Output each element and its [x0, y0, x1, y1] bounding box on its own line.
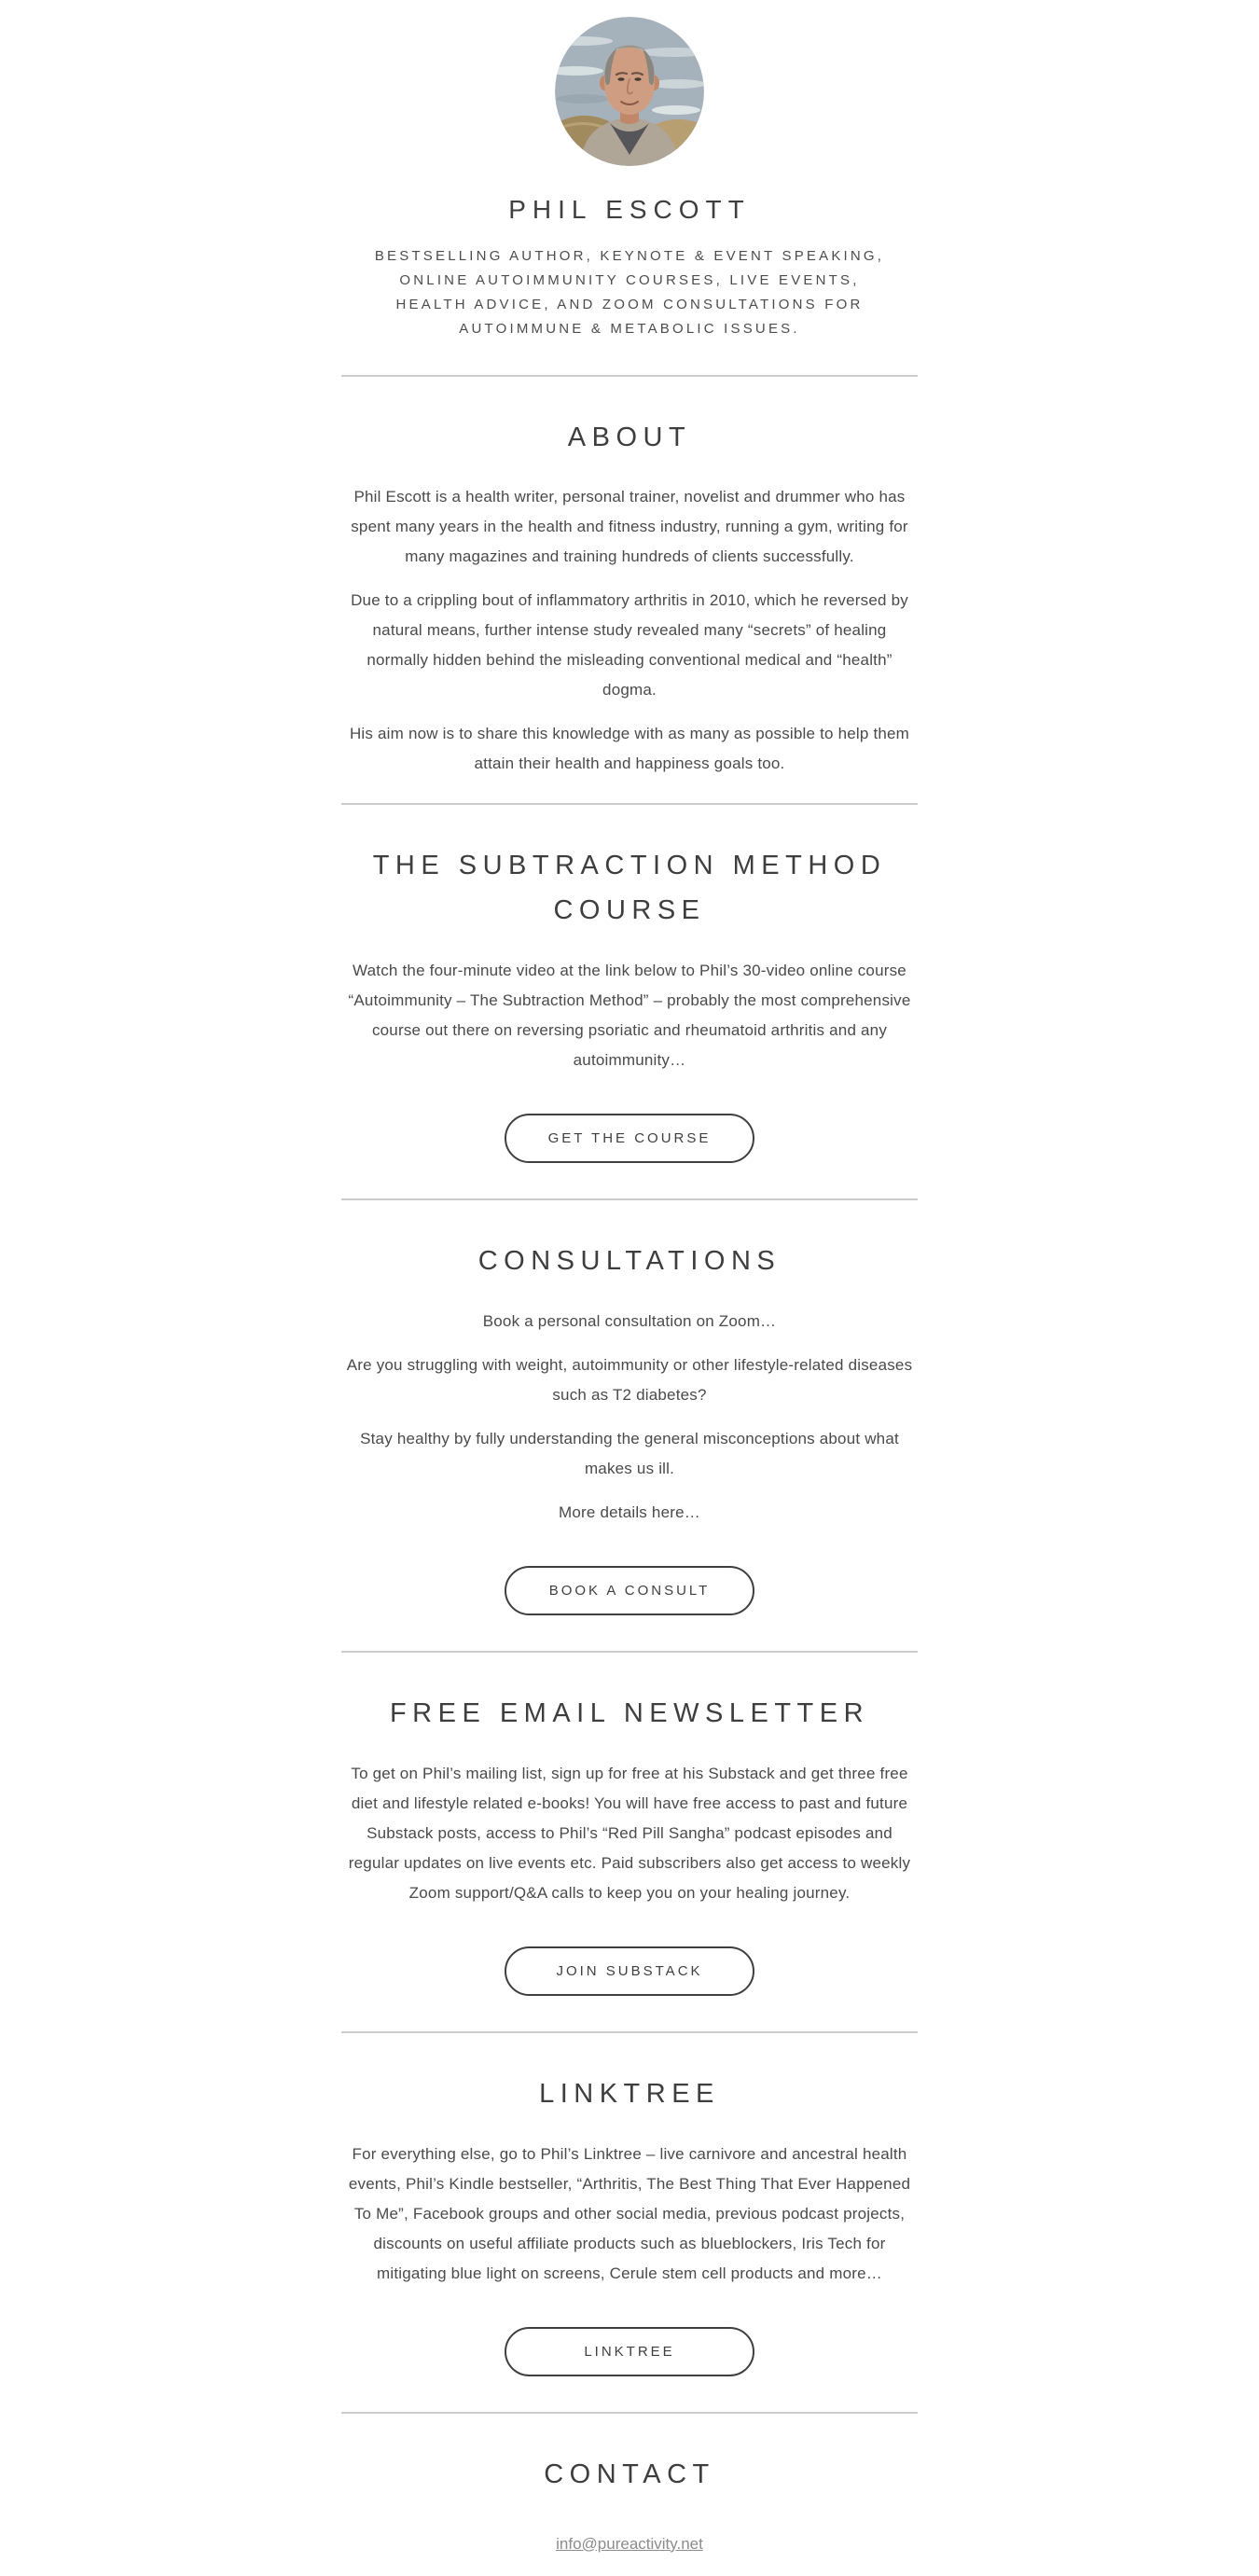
- consultations-paragraph: More details here…: [559, 1503, 700, 1521]
- profile-page: [341, 0, 918, 2576]
- tagline-line: ONLINE AUTOIMMUNITY COURSES, LIVE EVENTS,: [399, 271, 860, 288]
- about-heading: ABOUT: [567, 422, 692, 452]
- tagline: [341, 244, 918, 341]
- portrait-photo-illustration: [555, 17, 704, 166]
- contact-heading: CONTACT: [544, 2458, 715, 2489]
- linktree-heading: LINKTREE: [539, 2078, 720, 2109]
- masthead: [341, 17, 918, 375]
- newsletter-paragraph: To get on Phil’s mailing list, sign up for free at his Substack and get three free diet and lifestyle related e-books! You will have free access to past and future Substack posts, access to Phil’s “Red Pill Sangha” podcast episodes and regular updates on live events etc. Paid subscribers also get access to weekly Zoom support/Q&A calls to keep you on your healing journey.: [348, 1764, 911, 1902]
- about-paragraph: His aim now is to share this knowledge with as many as possible to help them attain their health and happiness goals too.: [349, 725, 910, 773]
- page-title: PHIL ESCOTT: [508, 195, 751, 224]
- section-consultations: [341, 1200, 918, 1651]
- course-heading: THE SUBTRACTION METHOD COURSE: [372, 851, 887, 926]
- consultations-heading: CONSULTATIONS: [477, 1246, 782, 1277]
- consultations-paragraph: Stay healthy by fully understanding the general misconceptions about what makes us ill.: [360, 1429, 899, 1477]
- consultations-paragraph: Are you struggling with weight, autoimmunity or other lifestyle-related diseases such as T2 diabetes?: [346, 1355, 913, 1404]
- section-contact: [341, 2414, 918, 2576]
- join-substack-button[interactable]: JOIN SUBSTACK: [505, 1946, 754, 1996]
- linktree-button[interactable]: LINKTREE: [505, 2327, 754, 2376]
- section-about: [341, 377, 918, 804]
- get-the-course-button[interactable]: GET THE COURSE: [505, 1114, 754, 1163]
- course-paragraph: Watch the four-minute video at the link below to Phil’s 30-video online course “Autoimmunity – The Subtraction Method” – probably the most comprehensive course out there on reversing psoriatic and rheumatoid arthritis and any autoimmunity…: [348, 962, 911, 1070]
- consultations-paragraph: Book a personal consultation on Zoom…: [482, 1311, 777, 1330]
- newsletter-heading: FREE EMAIL NEWSLETTER: [389, 1697, 870, 1728]
- tagline-line: BESTSELLING AUTHOR, KEYNOTE & EVENT SPEAKING,: [374, 247, 885, 264]
- section-newsletter: [341, 1653, 918, 2031]
- about-paragraph: Due to a crippling bout of inflammatory arthritis in 2010, which he reversed by natural means, further intense study revealed many “secrets” of healing normally hidden behind the misleading conventional medical and “health” dogma.: [351, 591, 908, 699]
- section-course: [341, 805, 918, 1198]
- email-link[interactable]: info@pureactivity.net: [556, 2534, 703, 2553]
- avatar: [555, 17, 704, 166]
- tagline-line: HEALTH ADVICE, AND ZOOM CONSULTATIONS FOR: [395, 296, 864, 312]
- linktree-paragraph: For everything else, go to Phil’s Linktree – live carnivore and ancestral health events, Phil’s Kindle bestseller, “Arthritis, The Best Thing That Ever Happened To Me”, Facebook groups and other social media, previous podcast projects, discounts on useful affiliate products such as blueblockers, Iris Tech for mitigating blue light on screens, Cerule stem cell products and more…: [348, 2144, 911, 2282]
- tagline-line: AUTOIMMUNE & METABOLIC ISSUES.: [459, 320, 800, 337]
- book-a-consult-button[interactable]: BOOK A CONSULT: [505, 1566, 754, 1615]
- about-paragraph: Phil Escott is a health writer, personal trainer, novelist and drummer who has spent many years in the health and fitness industry, running a gym, writing for many magazines and training hundreds of clients successfully.: [351, 488, 908, 566]
- section-linktree: [341, 2033, 918, 2412]
